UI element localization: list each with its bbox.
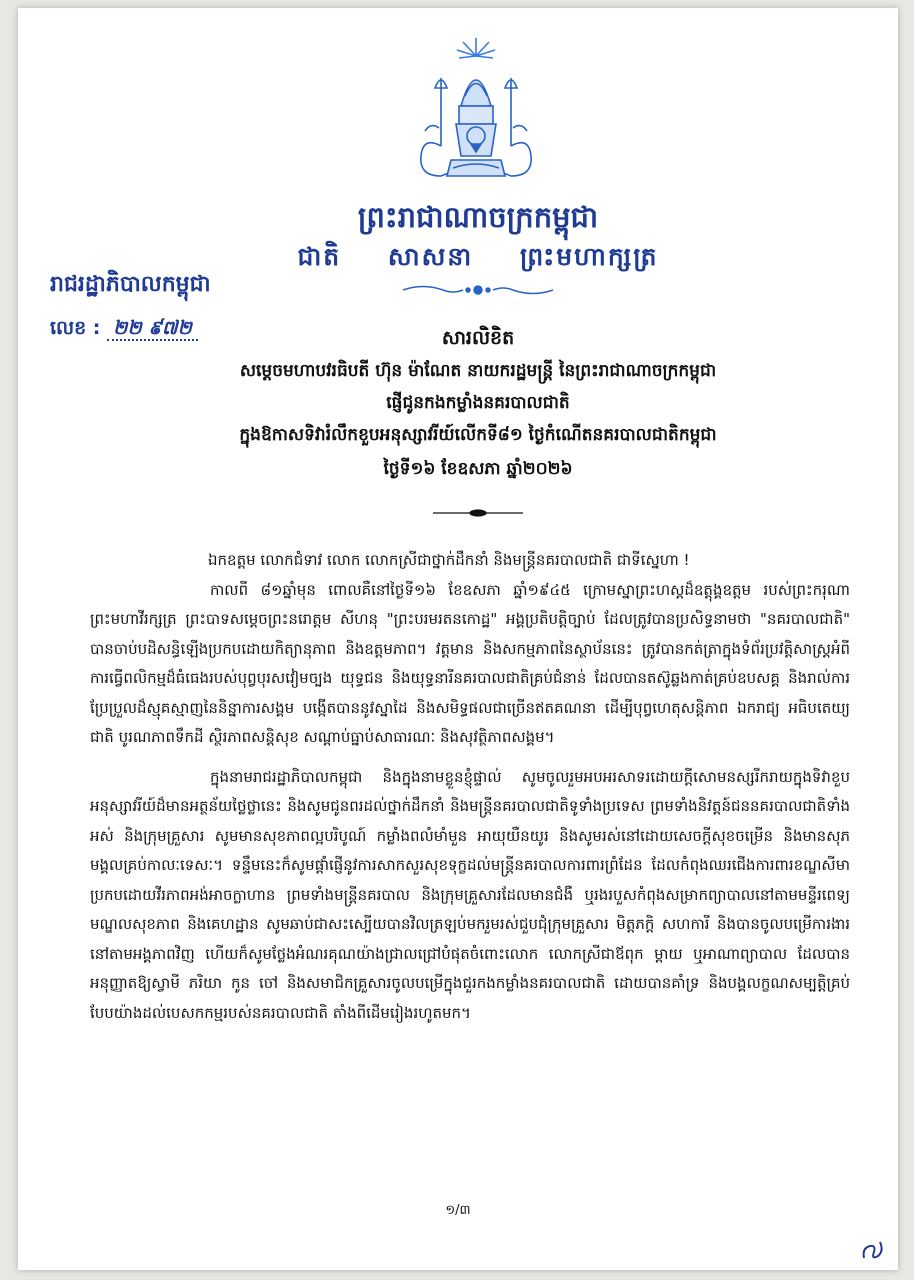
body-paragraph: កាលពី ៨១ឆ្នាំមុន ពោលគឺនៅថ្ងៃទី១៦ ខែឧសភា ឆ្នាំ១៩៤៥ ក្រោមស្នាព្រះហស្ដដ៏ឧត្ដុង្គឧត្ដម របស់ព្រះករុណាព្រះមហាវីរក្សត្រ ព្រះបាទសម្ដេចព្រះនរោត្តម សីហនុ "ព្រះបរមរតនកោដ្ឋ" អង្គប្រតិបត្តិច្បាប់ ដែលត្រូវបានប្រសិទ្ធនាមថា "នគរបាលជាតិ" បានចាប់បដិសន្ធិឡើងប្រកបដោយកិត្យានុភាព និងឧត្ដមភាព។ វត្តមាន និងសកម្មភាពនៃស្ថាប័ននេះ ត្រូវបានកត់ត្រាក្នុងទំព័រប្រវត្តិសាស្ត្រអំពីការធ្វើពលិកម្មដ៏ធំធេងរបស់បុព្វបុរសវៀមច្បង យុទ្ធជន និងយុទ្ធនារីនគរបាលជាតិគ្រប់ជំនាន់ ដែលបានតស៊ូឆ្លងកាត់គ្រប់ឧបសគ្គ និងរាល់ការប្រែប្រួលដ៏ស្មុគស្មាញនៃនិន្នាការសង្គម បង្កើតបាននូវស្នាដៃ និងសមិទ្ធផលជាច្រើនឥតគណនា ដើម្បីបុព្វហេតុសន្តិភាព ឯករាជ្យ អធិបតេយ្យជាតិ បូរណភាពទឹកដី ស្ថិរភាពសន្តិសុខ សណ្ដាប់ធ្នាប់សាធារណៈ និងសុវត្ថិភាពសង្គម។ bbox=[90, 580, 850, 746]
reference-number: ២២ ៩៧២ bbox=[107, 317, 198, 341]
handwritten-initial-icon bbox=[858, 1236, 888, 1266]
kingdom-name: ព្រះរាជាណាចក្រកម្ពុជា bbox=[357, 200, 599, 234]
page-number: ១/៣ bbox=[445, 1203, 471, 1218]
national-motto bbox=[198, 242, 758, 278]
sender-line: សម្ដេចមហាបវរធិបតី ហ៊ុន ម៉ាណែត នាយករដ្ឋមន្ត្រី នៃព្រះរាជាណាចក្រកម្ពុជា bbox=[239, 361, 717, 381]
government-name: រាជរដ្ឋាភិបាលកម្ពុជា bbox=[50, 272, 211, 297]
salutation: ឯកឧត្តម លោកជំទាវ លោក លោកស្រីជាថ្នាក់ដឹកនាំ និងមន្ត្រីនគរបាលជាតិ ជាទីស្នេហា ! bbox=[208, 551, 690, 569]
recipient-line: ផ្ញើជូនកងកម្លាំងនគរបាលជាតិ bbox=[386, 393, 570, 413]
body-paragraph: ក្នុងនាមរាជរដ្ឋាភិបាលកម្ពុជា និងក្នុងនាមខ្លួនខ្ញុំផ្ទាល់ សូមចូលរួមអបអរសាទរដោយក្ដីសោមនស្សរីករាយក្នុងទិវាខួបអនុស្សាវរីយ៍ដ៏មានអត្ថន័យថ្លៃថ្លានេះ និងសូមជូនពរដល់ថ្នាក់ដឹកនាំ និងមន្ត្រីនគរបាលជាតិទូទាំងប្រទេស ព្រមទាំងនិវត្តន៍ជននគរបាលជាតិទាំងអស់ និងក្រុមគ្រួសារ សូមមានសុខភាពល្អបរិបូណ៍ កម្លាំងពលំមាំមួន អាយុយឺនយូរ និងសូមរស់នៅដោយសេចក្ដីសុខចម្រើន និងមានសុភមង្គលគ្រប់កាលៈទេសៈ។ ទន្ទឹមនេះក៏សូមផ្ដាំផ្ញើនូវការសាកសួរសុខទុក្ខដល់មន្ត្រីនគរបាលការពារព្រំដែន ដែលកំពុងឈរជើងការពារខណ្ឌសីមាប្រកបដោយវីរភាពអង់អាចក្លាហាន ព្រមទាំងមន្ត្រីនគរបាល និងក្រុមគ្រួសារដែលមានជំងឺ ឬរងរបួសកំពុងសម្រាកព្យាបាលនៅតាមមន្ទីរពេទ្យ មណ្ឌលសុខភាព និងគេហដ្ឋាន សូមឆាប់ជាសះស្បើយបានវិលត្រឡប់មករួមរស់ជួបជុំក្រុមគ្រួសារ មិត្តភក្តិ សហការី និងបានចូលបម្រើការងារនៅតាមអង្គភាពវិញ ហើយក៏សូមថ្លែងអំណរគុណយ៉ាងជ្រាលជ្រៅបំផុតចំពោះលោក លោកស្រីជាឪពុក ម្ដាយ ឬអាណាព្យាបាល ដែលបានអនុញ្ញាតឱ្យស្វាមី ភរិយា កូន ចៅ និងសមាជិកគ្រួសារចូលបម្រើក្នុងជួរកងកម្លាំងនគរបាលជាតិ ដោយបានគាំទ្រ និងបង្គលក្ខណសម្បត្តិគ្រប់បែបយ៉ាងដល់បេសកកម្មរបស់នគរបាលជាតិ តាំងពីដើមរៀងរហូតមក។ bbox=[90, 767, 850, 1022]
ornament-divider-icon bbox=[428, 506, 528, 520]
reference-label: លេខ : bbox=[50, 317, 101, 339]
document-page bbox=[18, 8, 898, 1270]
letter-type: សារលិខិត bbox=[441, 327, 515, 349]
motto-religion: សាសនា bbox=[387, 242, 474, 271]
occasion-line: ក្នុងឱកាសទិវារំលឹកខួបអនុស្សាវរីយ៍លើកទី៨១ ថ្ងៃកំណើតនគរបាលជាតិកម្ពុជា bbox=[239, 425, 717, 445]
motto-nation: ជាតិ bbox=[297, 242, 342, 271]
letter-body bbox=[90, 546, 850, 1034]
motto-king: ព្រះមហាក្សត្រ bbox=[519, 242, 659, 271]
ornament-divider-icon bbox=[393, 281, 563, 299]
date-line: ថ្ងៃទី១៦ ខែឧសភា ឆ្នាំ២០២៦ bbox=[383, 459, 573, 479]
royal-emblem-icon bbox=[401, 36, 551, 186]
